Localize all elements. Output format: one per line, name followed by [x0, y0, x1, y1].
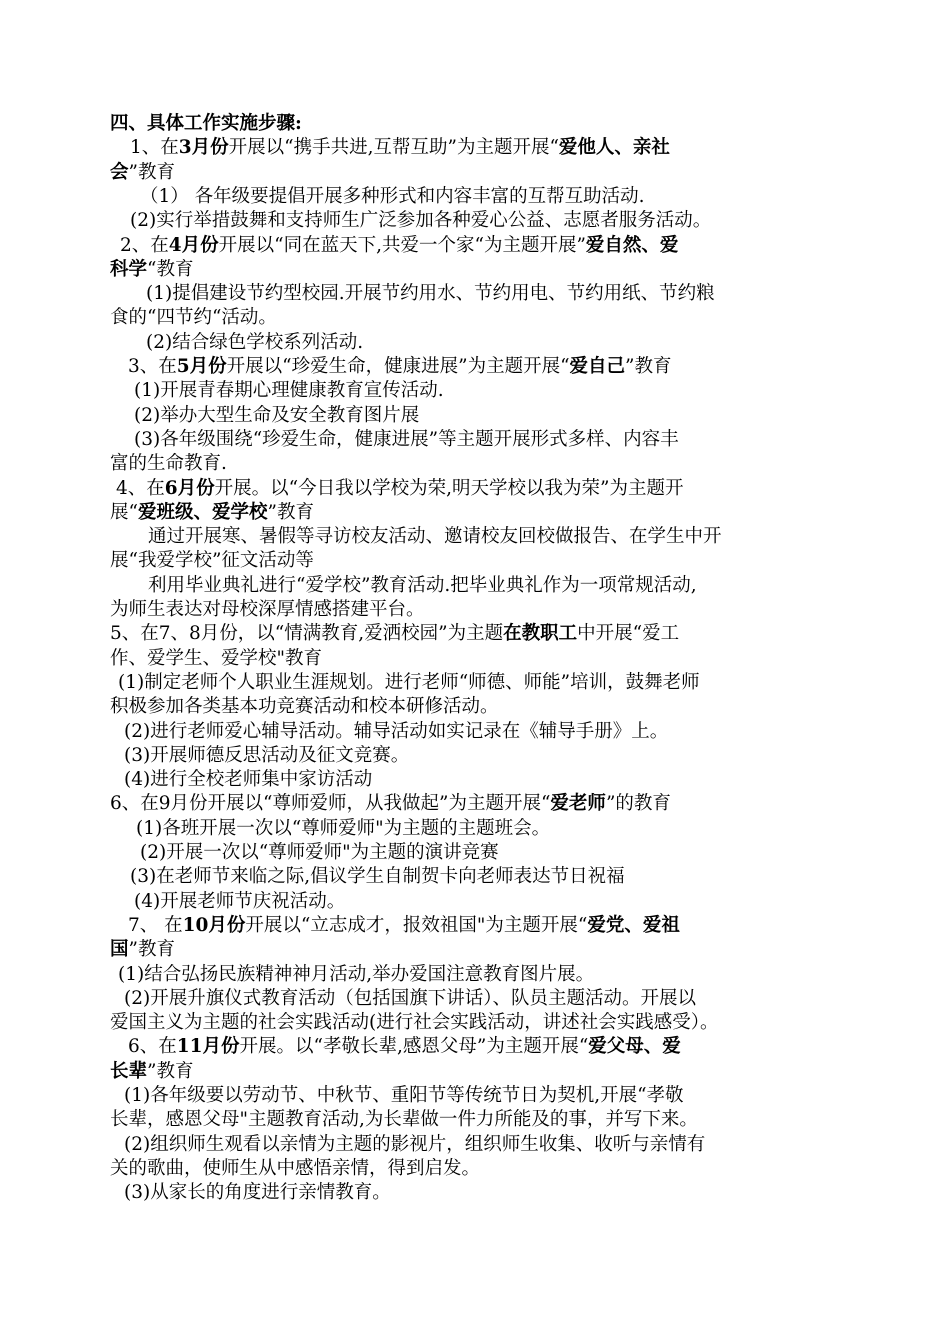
bold-text: 爱班级、爱学校: [137, 501, 268, 523]
text-run: 展“我爱学校”征文活动等: [110, 550, 314, 572]
bold-text: 科学: [110, 258, 148, 280]
text-run: (3)在老师节来临之际,倡议学生自制贺卡向老师表达节日祝福: [130, 866, 625, 888]
text-line: [0, 768, 950, 792]
text-line: [0, 817, 950, 841]
text-run: (3)从家长的角度进行亲情教育。: [124, 1182, 391, 1204]
text-run: 展“: [110, 501, 138, 523]
bold-text: 5月份: [176, 356, 227, 377]
text-line: [0, 963, 950, 987]
bold-text: 爱他人、亲社: [558, 137, 670, 159]
text-line: [0, 647, 950, 671]
bold-text: 6月份: [164, 477, 215, 499]
text-line: [0, 282, 950, 306]
text-line: [0, 841, 950, 865]
text-run: (1)各班开展一次以“尊师爱师"为主题的主题班会。: [136, 817, 551, 839]
text-run: 长辈，感恩父母"主题教育活动,为长辈做一件力所能及的事，并写下来。: [110, 1109, 698, 1131]
text-run: (2)举办大型生命及安全教育图片展: [134, 404, 420, 426]
text-line: [0, 598, 950, 622]
text-line: [0, 185, 950, 209]
bold-text: 爱老师: [550, 793, 606, 815]
text-line: [0, 355, 950, 379]
text-run: ”教育: [267, 501, 314, 523]
text-line: [0, 452, 950, 476]
text-run: 开展以“携手共进,互帮互助”为主题开展“: [228, 137, 559, 159]
text-run: (2)开展一次以“尊师爱师"为主题的演讲竞赛: [140, 842, 499, 863]
bold-text: 11月份: [176, 1036, 240, 1058]
text-line: [0, 914, 950, 938]
text-run: (1)结合弘扬民族精神神月活动,举办爱国注意教育图片展。: [118, 963, 595, 985]
text-line: [0, 1084, 950, 1108]
text-run: (2)进行老师爱心辅导活动。辅导活动如实记录在《辅导手册》上。: [124, 720, 669, 742]
text-line: [0, 890, 950, 914]
text-run: 爱国主义为主题的社会实践活动(进行社会实践活动，讲述社会实践感受）。: [110, 1012, 719, 1034]
bold-text: 会: [110, 161, 129, 183]
bold-text: 在教职工: [503, 623, 578, 645]
text-run: ”教育: [128, 939, 175, 961]
text-run: (1)开展青春期心理健康教育宣传活动.: [134, 380, 444, 402]
bold-text: 10月份: [182, 914, 246, 936]
text-run: ”教育: [128, 161, 175, 183]
text-run: (1)制定老师个人职业生涯规划。进行老师“师德、师能”培训，鼓舞老师: [118, 671, 700, 693]
text-run: (4)开展老师节庆祝活动。: [134, 890, 346, 912]
text-line: [0, 574, 950, 598]
section-heading: [0, 112, 950, 136]
text-line: [0, 501, 950, 525]
text-run: ”教育: [625, 356, 672, 377]
text-run: 1、在: [130, 137, 179, 159]
text-run: (2)组织师生观看以亲情为主题的影视片，组织师生收集、收听与亲情有: [124, 1133, 706, 1155]
bold-text: 爱自己: [569, 356, 626, 377]
bold-text: 四、具体工作实施步骤:: [110, 113, 302, 134]
text-line: [0, 258, 950, 282]
text-line: [0, 938, 950, 962]
text-line: [0, 744, 950, 768]
text-line: [0, 695, 950, 719]
text-run: (1)各年级要以劳动节、中秋节、重阳节等传统节日为契机,开展“孝敬: [124, 1085, 684, 1106]
text-line: [0, 865, 950, 889]
text-run: 积极参加各类基本功竞赛活动和校本研修活动。: [110, 696, 499, 718]
text-run: “教育: [147, 258, 194, 280]
text-line: [0, 209, 950, 233]
text-line: [0, 1181, 950, 1205]
text-run: 3、在: [128, 356, 177, 377]
text-run: 为师生表达对母校深厚情感搭建平台。: [110, 599, 425, 620]
text-run: (2)结合绿色学校系列活动.: [146, 331, 364, 353]
text-line: [0, 234, 950, 258]
text-run: (4)进行全校老师集中家访活动: [124, 769, 373, 791]
text-line: [0, 549, 950, 573]
text-run: (3)开展师德反思活动及征文竞赛。: [124, 744, 410, 766]
text-run: ”教育: [147, 1060, 194, 1082]
text-run: 利用毕业典礼进行“爱学校”教育活动.把毕业典礼作为一项常规活动,: [148, 574, 697, 596]
text-run: （1） 各年级要提倡开展多种形式和内容丰富的互帮互助活动.: [140, 185, 645, 207]
bold-text: 4月份: [168, 234, 219, 256]
text-run: 食的“四节约“活动。: [110, 307, 277, 329]
text-run: 作、爱学生、爱学校"教育: [110, 647, 323, 669]
text-line: [0, 1157, 950, 1181]
text-line: [0, 331, 950, 355]
text-line: [0, 161, 950, 185]
text-line: [0, 525, 950, 549]
text-run: 7、 在: [128, 914, 183, 936]
text-line: [0, 671, 950, 695]
text-line: [0, 306, 950, 330]
text-line: [0, 792, 950, 816]
text-line: [0, 477, 950, 501]
text-line: [0, 720, 950, 744]
text-line: [0, 1108, 950, 1132]
text-run: 富的生命教育.: [110, 453, 227, 475]
text-line: [0, 428, 950, 452]
text-line: [0, 379, 950, 403]
text-run: ”的教育: [605, 793, 671, 815]
text-line: [0, 1060, 950, 1084]
text-run: 开展。以“今日我以学校为荣,明天学校以我为荣”为主题开: [214, 477, 684, 499]
text-line: [0, 987, 950, 1011]
bold-text: 爱自然、爱: [585, 234, 679, 256]
text-line: [0, 1133, 950, 1157]
text-run: 6、在: [128, 1036, 177, 1058]
text-run: (2)实行举措鼓舞和支持师生广泛参加各种爱心公益、志愿者服务活动。: [130, 210, 712, 232]
text-run: (1)提倡建设节约型校园.开展节约用水、节约用电、节约用纸、节约粮: [146, 283, 715, 305]
text-run: 开展。以“孝敬长辈,感恩父母”为主题开展“: [239, 1036, 589, 1058]
text-line: [0, 404, 950, 428]
text-run: 开展以“同在蓝天下,共爱一个家“为主题开展”: [218, 234, 586, 256]
text-run: (3)各年级围绕“珍爱生命，健康进展”等主题开展形式多样、内容丰: [134, 428, 679, 450]
bold-text: 国: [110, 939, 129, 961]
text-run: 通过开展寒、暑假等寻访校友活动、邀请校友回校做报告、在学生中开: [148, 526, 722, 548]
text-run: 4、在: [116, 477, 165, 499]
text-run: 开展以“珍爱生命，健康进展”为主题开展“: [226, 356, 570, 377]
text-line: [0, 1011, 950, 1035]
bold-text: 爱父母、爱: [588, 1036, 681, 1058]
text-line: [0, 622, 950, 646]
text-run: 5、在7、8月份，以“情满教育,爱洒校园”为主题: [110, 623, 504, 645]
text-line: [0, 1035, 950, 1059]
text-run: (2)开展升旗仪式教育活动（包括国旗下讲话）、队员主题活动。开展以: [124, 987, 696, 1009]
text-run: 中开展“爱工: [577, 623, 680, 645]
text-run: 2、在: [120, 234, 169, 256]
text-line: [0, 136, 950, 160]
bold-text: 爱党、爱祖: [587, 914, 680, 936]
bold-text: 3月份: [178, 137, 229, 159]
text-run: 6、在9月份开展以“尊师爱师，从我做起”为主题开展“: [110, 793, 551, 815]
text-run: 开展以“立志成才，报效祖国"为主题开展“: [245, 914, 588, 936]
text-run: 关的歌曲，使师生从中感悟亲情，得到启发。: [110, 1157, 481, 1179]
bold-text: 长辈: [110, 1060, 148, 1082]
